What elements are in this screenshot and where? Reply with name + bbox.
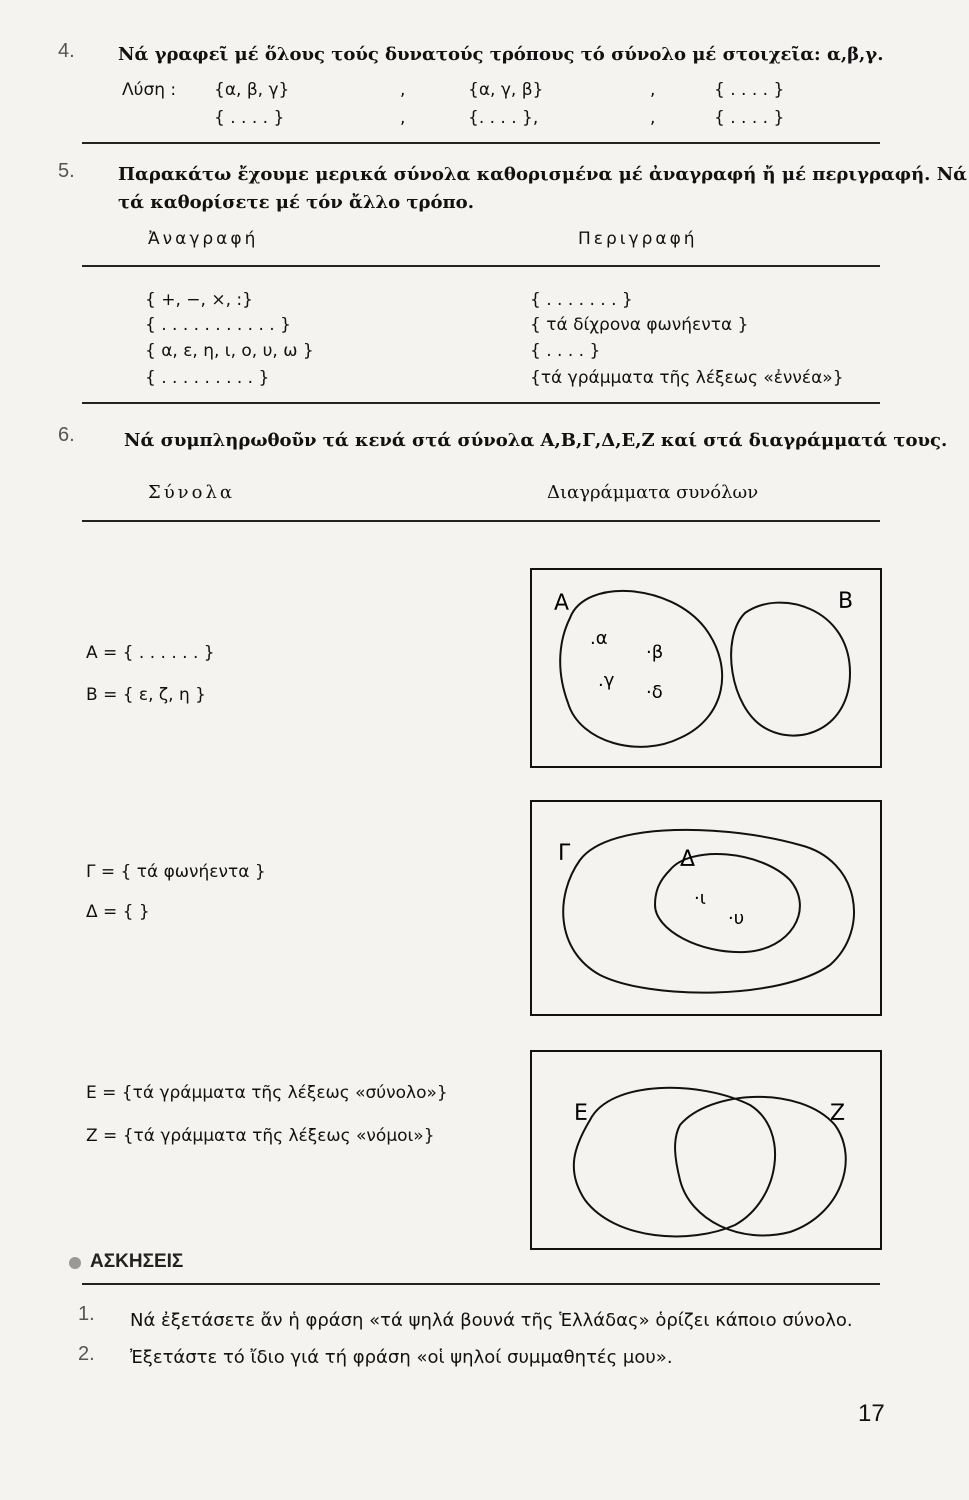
set-blank: { . . . . } [714, 80, 785, 100]
set-blank: {. . . . }, [468, 108, 539, 128]
row-description: { . . . . } [530, 341, 601, 361]
exercise-5-number: 5. [58, 160, 75, 182]
exercises-heading: ΑΣΚΗΣΕΙΣ [90, 1251, 184, 1272]
exercise-5-prompt-line2: τά καθορίσετε μέ τόν ἄλλο τρόπο. [118, 192, 474, 213]
set-a-definition: Α = { . . . . . . } [86, 643, 215, 663]
exercise-6-number: 6. [58, 424, 75, 446]
divider [82, 402, 880, 404]
column-header-sets: Σύνολα [148, 482, 236, 503]
set-e-definition: Ε = {τά γράμματα τῆς λέξεως «σύνολο»} [86, 1083, 448, 1103]
exercise-6-prompt: Νά συμπληρωθοῦν τά κενά στά σύνολα Α,Β,Γ,Δ,Ε,Ζ καί στά διαγράμματά τους. [124, 430, 948, 451]
venn-diagram-g-d [530, 800, 882, 1016]
table-header-rule [82, 520, 880, 522]
exercise-2-number: 2. [78, 1343, 95, 1365]
element-delta: ·δ [646, 682, 663, 703]
exercise-4-prompt: Νά γραφεῖ μέ ὅλους τούς δυνατούς τρόπους τό σύνολο μέ στοιχεῖα: α,β,γ. [118, 44, 884, 65]
row-listing: { +, −, ×, :} [145, 290, 253, 310]
column-header-description: Περιγραφή [578, 229, 698, 249]
column-header-listing: Ἀναγραφή [148, 229, 259, 249]
set-b-definition: Β = { ε, ζ, η } [86, 685, 206, 705]
diagram-frame [531, 801, 881, 1015]
set-e-region [574, 1088, 775, 1237]
row-description: {τά γράμματα τῆς λέξεως «ἐννέα»} [530, 368, 844, 388]
set-z-region [675, 1097, 846, 1236]
solution-label: Λύση : [122, 80, 177, 100]
column-header-diagrams: Διαγράμματα συνόλων [547, 482, 759, 503]
element-gamma: .γ [598, 670, 615, 691]
set-g-definition: Γ = { τά φωνήεντα } [86, 862, 266, 882]
diagram-frame [531, 1051, 881, 1249]
set-abc-1: {α, β, γ} [214, 80, 290, 100]
divider [82, 1283, 880, 1285]
exercise-1-text: Νά ἐξετάσετε ἄν ἡ φράση «τά ψηλά βουνά τῆς Ἑλλάδας» ὁρίζει κάποιο σύνολο. [130, 1310, 853, 1331]
set-d-region [655, 854, 800, 952]
diagram-frame [531, 569, 881, 767]
comma: , [400, 80, 406, 100]
set-g-label: Γ [558, 841, 571, 866]
comma: , [400, 108, 406, 128]
row-listing: { α, ε, η, ι, ο, υ, ω } [145, 341, 314, 361]
set-z-label: Ζ [830, 1101, 846, 1126]
set-blank: { . . . . } [714, 108, 785, 128]
element-iota: ·ι [694, 888, 706, 909]
row-description: { τά δίχρονα φωνήεντα } [530, 315, 749, 335]
set-d-label: Δ [680, 847, 696, 872]
row-description: { . . . . . . . } [530, 290, 633, 310]
exercise-1-number: 1. [78, 1303, 95, 1325]
set-a-label: Α [554, 591, 570, 616]
exercise-2-text: Ἐξετάστε τό ἴδιο γιά τή φράση «οἱ ψηλοί συμμαθητές μου». [130, 1347, 673, 1368]
row-listing: { . . . . . . . . . } [145, 368, 270, 388]
element-alpha: .α [590, 628, 608, 649]
set-d-definition: Δ = { } [86, 902, 150, 922]
venn-diagram-a-b [530, 568, 882, 768]
set-blank: { . . . . } [214, 108, 285, 128]
set-z-definition: Ζ = {τά γράμματα τῆς λέξεως «νόμοι»} [86, 1126, 435, 1146]
row-listing: { . . . . . . . . . . . } [145, 315, 291, 335]
element-beta: ·β [646, 642, 664, 663]
comma: , [650, 80, 656, 100]
set-a-region [560, 591, 722, 747]
exercise-5-prompt-line1: Παρακάτω ἔχουμε μερικά σύνολα καθορισμένα μέ ἀναγραφή ἤ μέ περιγραφή. Νά [118, 164, 967, 185]
comma: , [650, 108, 656, 128]
exercise-4-number: 4. [58, 40, 75, 62]
page-number: 17 [858, 1400, 885, 1427]
set-b-label: Β [838, 589, 854, 614]
divider [82, 142, 880, 144]
bullet-icon [68, 1256, 82, 1270]
set-b-region [731, 603, 850, 736]
table-header-rule [82, 265, 880, 267]
set-e-label: Ε [574, 1101, 588, 1126]
element-upsilon: ·υ [728, 908, 745, 929]
venn-diagram-e-z [530, 1050, 882, 1250]
set-abc-2: {α, γ, β} [468, 80, 544, 100]
